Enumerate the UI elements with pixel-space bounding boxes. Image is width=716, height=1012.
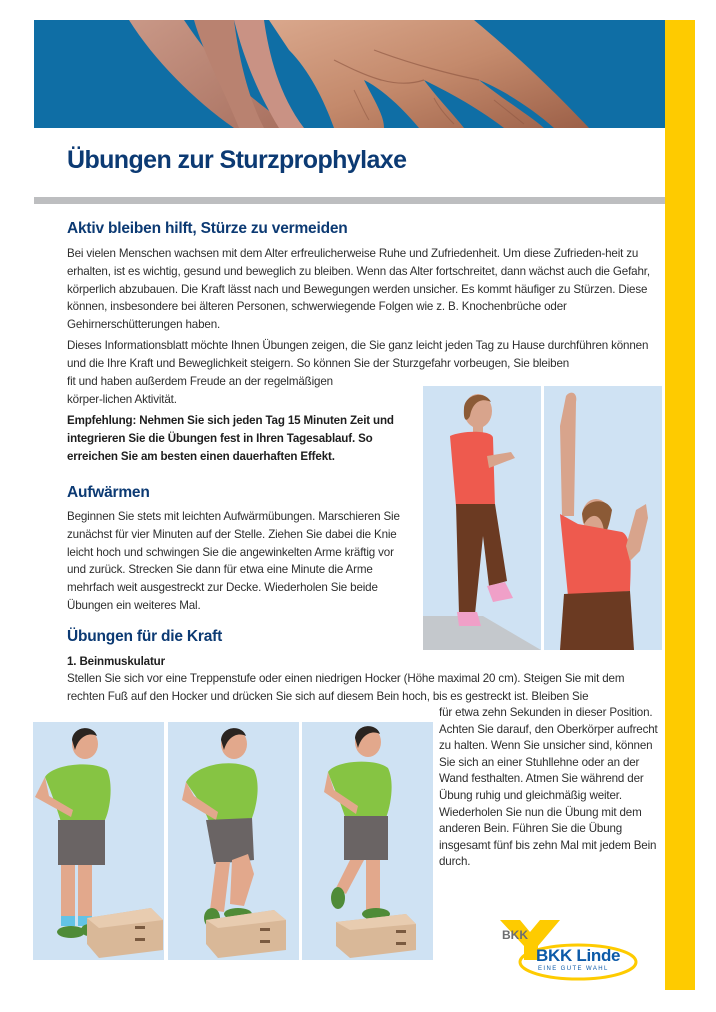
logo-tagline: EINE GUTE WAHL [538, 966, 609, 972]
exercise-paragraph-2: für etwa zehn Sekunden in dieser Position. Achten Sie darauf, den Oberkörper aufrecht zu halten. Wenn Sie unsicher sind, können Sie sich an einer Stuhllehne oder an der Wand festhalten. Atmen Sie während der Übung ruhig und gleichmäßig weiter. Wiederholen Sie nun die Übung mit dem anderen Bein. Führen Sie die Übung insgesamt fünf bis zehn Mal mit jedem Bein durch. [439, 706, 658, 869]
accent-yellow-bar [665, 20, 695, 990]
intro-paragraph-1: Bei vielen Menschen wachsen mit dem Alter erfreulicherweise Ruhe und Zufriedenheit. Um diese Zufrieden-heit zu erhalten, ist es wichtig, gesund und beweglich zu bleiben. Wenn das Alter fortschreitet, dann wächst auch die Gefahr, körperlich abzubauen. Die Kraft lässt nach und Bewegungen werden unsicher. Es kommt häufiger zu Stürzen. Diese können, insbesondere bei älteren Personen, schwerwiegende Folgen wie z. B. Knochenbrüche oder Gehirnerschütterungen haben. [67, 247, 650, 332]
man-before-step-icon [33, 722, 164, 960]
man-on-step-icon [302, 722, 433, 960]
intro-paragraph-2: Dieses Informationsblatt möchte Ihnen Übungen zeigen, die Sie ganz leicht jeden Tag zu Hause durchführen können und die Ihre Kraft und Beweglichkeit steigern. So können Sie der Sturzgefahr vorbeugen, Sie bleiben [67, 339, 649, 370]
bkk-linde-logo [498, 918, 638, 984]
page-title: Übungen zur Sturzprophylaxe [67, 146, 407, 174]
exercise-subheading: 1. Beinmuskulatur [67, 655, 165, 668]
exercise-paragraph-1: Stellen Sie sich vor eine Treppenstufe oder einen niedrigen Hocker (Höhe maximal 20 cm). Steigen Sie mit dem rechten Fuß auf den Hocker und drücken Sie sich auf diesem Bein hoch, bis es gestreckt ist. Bleiben Sie [67, 672, 625, 703]
section-heading-aktiv: Aktiv bleiben hilft, Stürze zu vermeiden [67, 220, 348, 237]
logo-small-text: BKK [502, 928, 528, 942]
recommendation-text: Empfehlung: Nehmen Sie sich jeden Tag 15 Minuten Zeit und integrieren Sie die Übungen fest in Ihren Tagesablauf. So erreichen Sie am besten einen dauerhaften Effekt. [67, 414, 394, 463]
section-heading-aufwaermen: Aufwärmen [67, 484, 150, 501]
illustration-step-2 [168, 722, 299, 960]
intro-paragraph-2-cont: fit und haben außerdem Freude an der regelmäßigen körper-lichen Aktivität. [67, 375, 333, 406]
illustration-arm-stretch [544, 386, 662, 650]
logo-name: BKK Linde [536, 946, 621, 965]
illustration-step-1 [33, 722, 164, 960]
hands-photo-icon [34, 20, 665, 128]
woman-arm-stretch-icon [544, 386, 662, 650]
woman-marching-icon [423, 386, 541, 650]
illustration-step-3 [302, 722, 433, 960]
illustration-marching [423, 386, 541, 650]
title-divider [34, 197, 665, 204]
warmup-paragraph: Beginnen Sie stets mit leichten Aufwärmübungen. Marschieren Sie zunächst für vier Minuten auf der Stelle. Ziehen Sie dabei die Knie leicht hoch und schwingen Sie die angewinkelten Arme kräftig vor und zurück. Strecken Sie dann für etwa eine Minute die Arme mehrfach weit ausgestreckt zur Decke. Wiederholen Sie beide Übungen ein weiteres Mal. [67, 510, 400, 612]
header-photo-banner [34, 20, 665, 128]
man-stepping-up-icon [168, 722, 299, 960]
section-heading-kraft: Übungen für die Kraft [67, 628, 223, 645]
